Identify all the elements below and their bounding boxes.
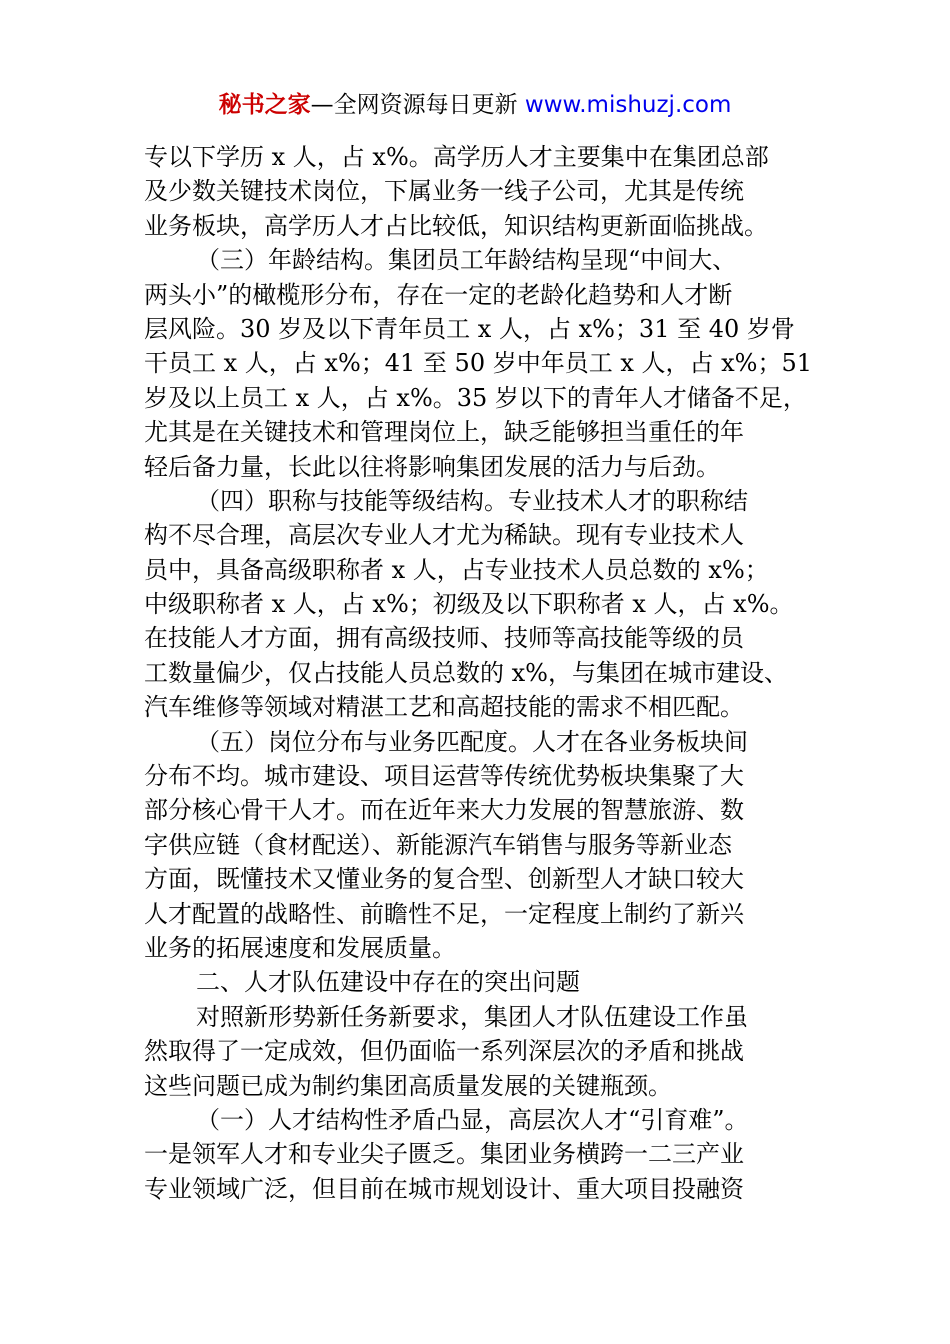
text-line: 分布不均。城市建设、项目运营等传统优势板块集聚了大 <box>144 762 744 791</box>
text-line: 二、人才队伍建设中存在的突出问题 <box>196 968 580 997</box>
text-line: （一）人才结构性矛盾凸显，高层次人才“引育难”。 <box>196 1105 749 1134</box>
text-line: （三）年龄结构。集团员工年龄结构呈现“中间大、 <box>196 246 737 275</box>
document-body <box>144 140 814 1206</box>
text-line: 业务板块，高学历人才占比较低，知识结构更新面临挑战。 <box>144 211 768 240</box>
text-line: 专业领域广泛，但目前在城市规划设计、重大项目投融资 <box>144 1174 744 1203</box>
text-line: 部分核心骨干人才。而在近年来大力发展的智慧旅游、数 <box>144 796 744 825</box>
text-line: 岁及以上员工 x 人，占 x%。35 岁以下的青年人才储备不足， <box>144 383 807 412</box>
brand-name: 秘书之家 <box>218 92 311 118</box>
text-line: 构不尽合理，高层次专业人才尤为稀缺。现有专业技术人 <box>144 521 744 550</box>
text-line: 方面，既懂技术又懂业务的复合型、创新型人才缺口较大 <box>144 865 744 894</box>
text-line: 汽车维修等领域对精湛工艺和高超技能的需求不相匹配。 <box>144 693 744 722</box>
text-line: 对照新形势新任务新要求，集团人才队伍建设工作虽 <box>196 1002 748 1031</box>
text-line: 两头小”的橄榄形分布，存在一定的老龄化趋势和人才断 <box>144 280 733 309</box>
text-line: 轻后备力量，长此以往将影响集团发展的活力与后劲。 <box>144 452 720 481</box>
text-line: 中级职称者 x 人，占 x%；初级及以下职称者 x 人，占 x%。 <box>144 590 794 619</box>
text-line: 字供应链（食材配送）、新能源汽车销售与服务等新业态 <box>144 830 732 859</box>
site-url-link[interactable]: www.mishuzj.com <box>524 92 732 118</box>
header-tagline: —全网资源每日更新 <box>310 92 518 118</box>
text-line: 尤其是在关键技术和管理岗位上，缺乏能够担当重任的年 <box>144 418 744 447</box>
text-line: 员中，具备高级职称者 x 人，占专业技术人员总数的 x%； <box>144 555 769 584</box>
text-line: （五）岗位分布与业务匹配度。人才在各业务板块间 <box>196 727 748 756</box>
text-line: 及少数关键技术岗位，下属业务一线子公司，尤其是传统 <box>144 177 744 206</box>
text-line: 专以下学历 x 人，占 x%。高学历人才主要集中在集团总部 <box>144 143 769 171</box>
text-line: 人才配置的战略性、前瞻性不足，一定程度上制约了新兴 <box>144 899 744 928</box>
text-line: 这些问题已成为制约集团高质量发展的关键瓶颈。 <box>144 1071 672 1100</box>
text-line: 一是领军人才和专业尖子匮乏。集团业务横跨一二三产业 <box>144 1140 744 1169</box>
site-header <box>0 88 950 122</box>
text-line: 干员工 x 人，占 x%；41 至 50 岁中年员工 x 人，占 x%；51 <box>144 349 813 378</box>
text-line: 工数量偏少，仅占技能人员总数的 x%，与集团在城市建设、 <box>144 658 788 687</box>
text-line: （四）职称与技能等级结构。专业技术人才的职称结 <box>196 486 748 515</box>
text-line: 然取得了一定成效，但仍面临一系列深层次的矛盾和挑战 <box>144 1037 744 1066</box>
text-line: 业务的拓展速度和发展质量。 <box>144 933 456 962</box>
text-line: 层风险。30 岁及以下青年员工 x 人，占 x%；31 至 40 岁骨 <box>144 314 795 343</box>
text-line: 在技能人才方面，拥有高级技师、技师等高技能等级的员 <box>144 624 744 653</box>
